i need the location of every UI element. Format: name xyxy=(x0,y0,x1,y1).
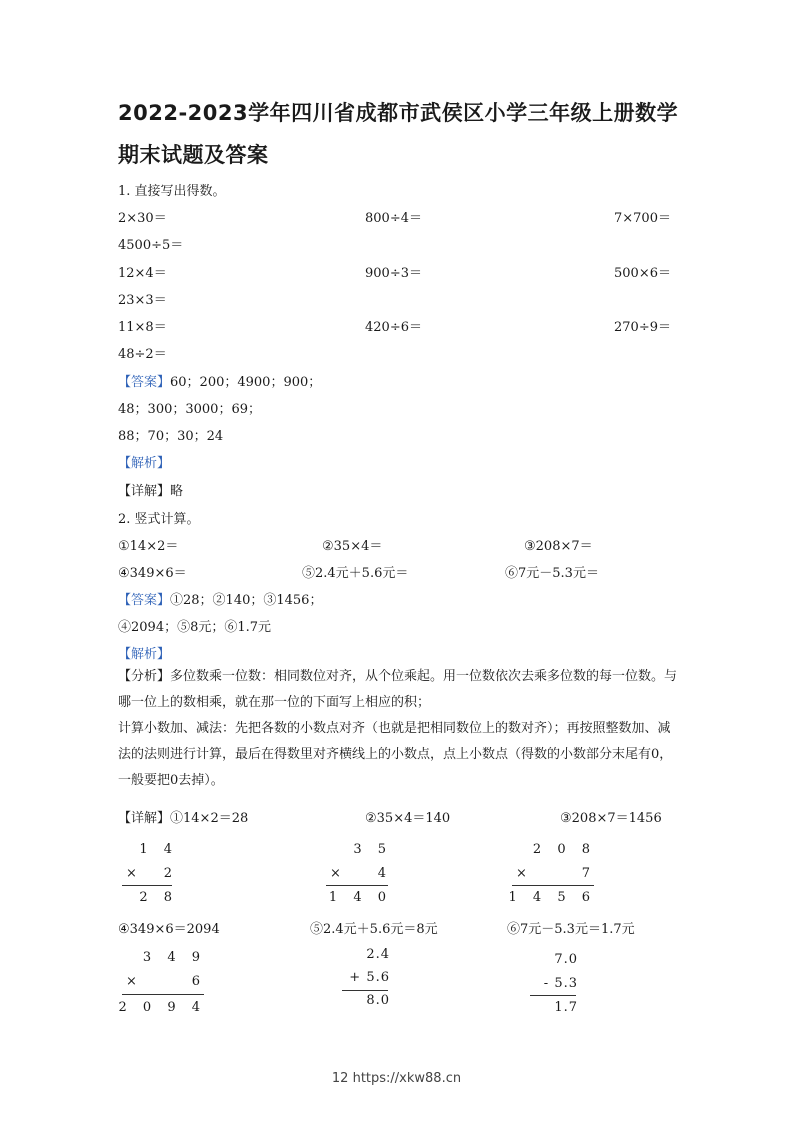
q1-detail xyxy=(118,480,183,499)
vc-mid: - 5.3 xyxy=(543,976,578,991)
q2-item: ②35×4＝ xyxy=(322,539,383,554)
vc-mid: 7 xyxy=(581,866,596,881)
q1-item: 48÷2＝ xyxy=(118,347,167,362)
q1-item: 12×4＝ xyxy=(118,266,167,281)
vc-operator: × xyxy=(516,866,533,881)
vc-operator: × xyxy=(126,974,143,989)
q1-item: 270÷9＝ xyxy=(614,320,671,335)
vc-result: 8.0 xyxy=(366,993,390,1008)
vc-rule xyxy=(530,995,576,996)
q1-item: 900÷3＝ xyxy=(365,266,422,281)
q2-item: ⑤2.4元＋5.6元＝ xyxy=(302,566,409,581)
vc-mid: 4 xyxy=(377,866,392,881)
page-footer: 12 https://xkw88.cn xyxy=(331,1071,462,1086)
vc-result: 2 0 9 4 xyxy=(118,1000,206,1015)
q2-analysis-tag: 【解析】 xyxy=(118,647,171,662)
vc-mid: + 5.6 xyxy=(349,970,390,985)
q1-item: 4500÷5＝ xyxy=(118,238,184,253)
detail-text: 略 xyxy=(170,484,184,499)
detail-result: ④349×6＝2094 xyxy=(118,922,220,937)
q2-item: ④349×6＝ xyxy=(118,566,187,581)
vc-top: 7.0 xyxy=(554,952,578,967)
detail-tag: 【详解】 xyxy=(118,811,171,826)
detail-result: ②35×4＝140 xyxy=(365,811,451,826)
answer-tag: 【答案】 xyxy=(118,375,171,390)
detail-result: ③208×7＝1456 xyxy=(560,811,662,826)
vc-mid: 6 xyxy=(191,974,206,989)
analysis-paragraph: 计算小数加、减法：先把各数的小数点对齐（也就是把相同数位上的数对齐）；再按照整数加、减法的法则进行计算，最后在得数里对齐横线上的小数点，点上小数点（得数的小数部分末尾有0，一般要把0去掉）。 xyxy=(118,721,673,788)
vc-rule xyxy=(342,990,388,991)
vertical-calc-5 xyxy=(340,945,390,1020)
vc-rule xyxy=(326,885,388,886)
q1-item: 800÷4＝ xyxy=(365,211,422,226)
vc-rule xyxy=(512,885,594,886)
vertical-calc-4 xyxy=(118,948,206,1018)
vc-result: 2 8 xyxy=(139,890,178,905)
vc-operator: × xyxy=(126,866,143,881)
q1-item: 2×30＝ xyxy=(118,211,167,226)
q2-item: ③208×7＝ xyxy=(524,539,593,554)
page-title: 2022-2023学年四川省成都市武侯区小学三年级上册数学期末试题及答案 xyxy=(118,101,679,167)
detail-result: ⑤2.4元＋5.6元＝8元 xyxy=(310,922,438,937)
q1-item: 7×700＝ xyxy=(614,211,671,226)
vc-result: 1 4 0 xyxy=(328,890,392,905)
q2-item: ①14×2＝ xyxy=(118,539,179,554)
q1-answer-line: 48；300；3000；69； xyxy=(118,402,261,417)
vc-operator: × xyxy=(330,866,347,881)
q2-answer-line: ④2094；⑤8元；⑥1.7元 xyxy=(118,620,272,635)
q1-item: 23×3＝ xyxy=(118,293,167,308)
q2-item: ⑥7元－5.3元＝ xyxy=(505,566,599,581)
q1-item: 500×6＝ xyxy=(614,266,671,281)
q2-detail xyxy=(118,807,248,826)
vc-mid: 2 xyxy=(163,866,178,881)
q2-answer-line xyxy=(118,589,322,608)
vertical-calc-2 xyxy=(322,840,392,910)
detail-result: ①14×2＝28 xyxy=(170,811,249,826)
answer-text: ①28；②140；③1456； xyxy=(170,593,323,608)
vc-rule xyxy=(122,994,204,995)
detail-result: ⑥7元－5.3元＝1.7元 xyxy=(507,922,635,937)
answer-tag: 【答案】 xyxy=(118,593,171,608)
q1-item: 11×8＝ xyxy=(118,320,167,335)
vertical-calc-6 xyxy=(528,950,578,1020)
vertical-calc-3 xyxy=(508,840,596,910)
vc-top: 2.4 xyxy=(366,947,390,962)
vc-top: 2 0 8 xyxy=(532,842,596,857)
vc-rule xyxy=(122,885,172,886)
q1-heading: 1. 直接写出得数。 xyxy=(118,184,226,199)
vertical-calc-1 xyxy=(118,840,178,910)
q1-analysis-tag: 【解析】 xyxy=(118,456,171,471)
answer-text: 60；200；4900；900； xyxy=(170,375,322,390)
q1-answer-line xyxy=(118,371,321,390)
vc-top: 3 5 xyxy=(353,842,392,857)
q1-answer-line: 88；70；30；24 xyxy=(118,429,224,444)
vc-top: 3 4 9 xyxy=(142,950,206,965)
vc-result: 1 4 5 6 xyxy=(508,890,596,905)
q1-item: 420÷6＝ xyxy=(365,320,422,335)
q2-heading: 2. 竖式计算。 xyxy=(118,512,200,527)
vc-top: 1 4 xyxy=(139,842,178,857)
detail-tag: 【详解】 xyxy=(118,484,171,499)
vc-result: 1.7 xyxy=(554,1000,578,1015)
analysis-paragraph: 【分析】多位数乘一位数：相同数位对齐，从个位乘起。用一位数依次去乘多位数的每一位数。与哪一位上的数相乘，就在那一位的下面写上相应的积； xyxy=(118,669,678,710)
